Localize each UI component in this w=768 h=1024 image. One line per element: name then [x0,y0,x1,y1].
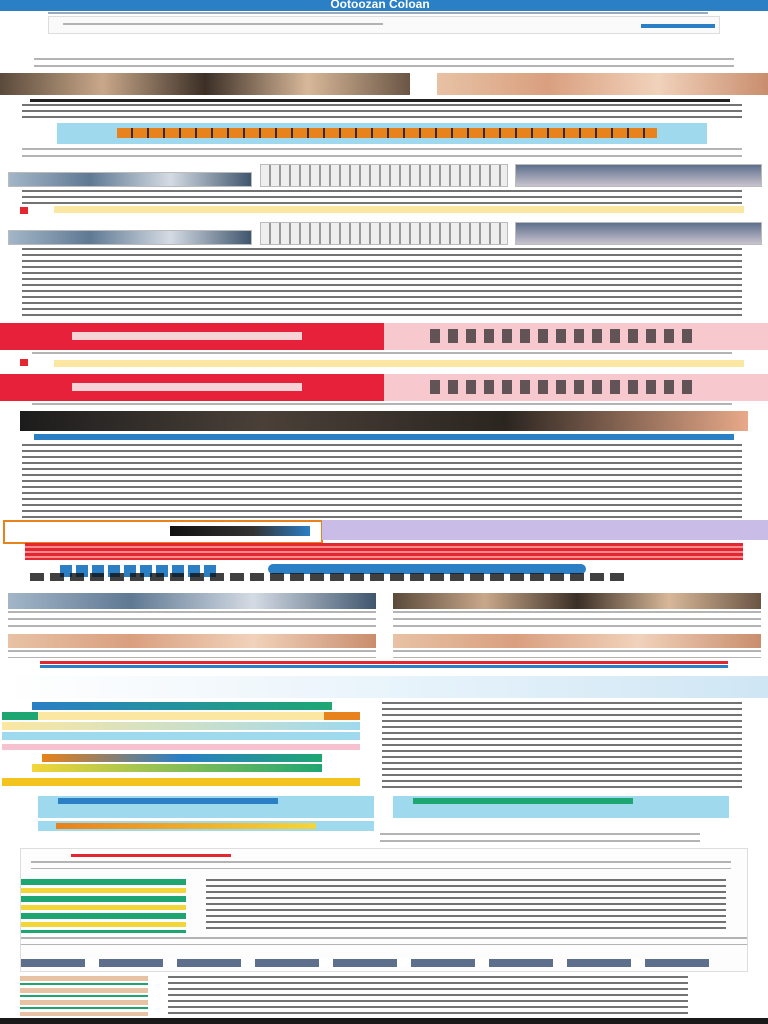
feature-image[interactable] [20,411,748,431]
rank-table [2,702,362,788]
search-strip [48,16,720,34]
search-button[interactable] [641,24,715,28]
card-image-2[interactable] [393,593,761,609]
card-image-4[interactable] [393,634,761,648]
info-box-1-text [58,798,278,804]
banner-caption-2 [32,403,732,408]
section-label [22,148,742,160]
module-tab-row [31,861,731,869]
module-text [206,879,726,931]
info-box-2[interactable] [393,796,729,818]
rank-row-1 [32,702,332,710]
light-blue-banner[interactable] [0,676,768,698]
breadcrumb [34,58,734,68]
headline-rule [30,99,730,102]
footer-bar [0,1018,768,1024]
flag-icon [20,207,28,214]
section-heading-rule [34,434,734,440]
caption-row-1 [22,190,742,204]
divider-red [40,661,728,664]
banner-caption-1 [32,352,732,357]
divider-blue [40,665,728,668]
flag-icon-2 [20,359,28,366]
bottom-module [20,848,748,972]
info-box-strip-text [56,823,316,829]
sale-banner-1-pill [72,332,302,340]
article-body-1 [22,248,742,318]
product-thumb-5[interactable] [260,222,508,245]
rank-description [382,702,742,788]
card-image-3[interactable] [8,634,376,648]
promo-banner-text [117,128,657,138]
footer-thumb-list[interactable] [20,976,148,1016]
rank-row-2 [2,712,360,720]
rank-row-3 [2,722,360,730]
brand-logo-text [30,573,630,581]
card-text-4 [393,650,761,658]
sale-banner-1-price [430,329,700,343]
module-thumbs [21,959,711,967]
article-intro [22,104,742,122]
box-caption [380,833,700,843]
product-thumb-1[interactable] [8,172,252,187]
lavender-banner[interactable] [322,520,768,540]
rank-row-5 [2,744,360,750]
hero-image-left[interactable] [0,73,410,95]
card-image-1[interactable] [8,593,376,609]
product-thumb-3[interactable] [515,164,762,187]
logo-strip [30,563,730,581]
compare-widget-bar [170,526,310,536]
rank-row-7 [32,764,322,772]
info-box-2-text [413,798,633,804]
sale-banner-2-price [430,380,700,394]
sale-banner-1[interactable] [0,323,768,350]
info-box-strip [38,821,374,831]
compare-widget[interactable] [3,520,323,544]
red-stripe-banner[interactable] [25,543,743,560]
rank-row-8 [2,778,360,786]
underline-accent [48,12,708,14]
product-thumb-4[interactable] [8,230,252,245]
highlight-strip-2 [54,360,744,367]
search-input[interactable] [63,23,383,27]
footer-text [168,976,688,1016]
sale-banner-2[interactable] [0,374,768,401]
card-text-2 [393,611,761,629]
highlight-strip [54,206,744,213]
promo-banner[interactable] [57,123,707,144]
product-thumb-6[interactable] [515,222,762,245]
sale-banner-2-pill [72,383,302,391]
module-tab-active[interactable] [71,854,231,857]
module-links [21,937,747,945]
info-box-1[interactable] [38,796,374,818]
card-text-3 [8,650,376,658]
site-title[interactable]: Ootoozan Coloan [330,0,430,11]
rank-row-4 [2,732,360,740]
hero-image-right[interactable] [437,73,768,95]
card-text-1 [8,611,376,629]
module-list [21,879,186,933]
article-body-2 [22,444,742,518]
rank-row-6 [42,754,322,762]
product-thumb-2[interactable] [260,164,508,187]
